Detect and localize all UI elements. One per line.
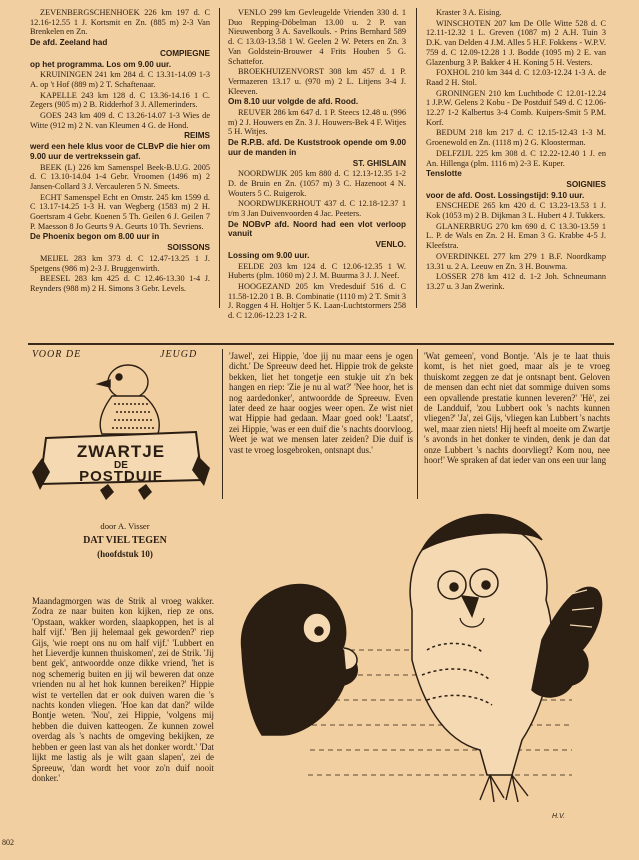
logo-word-de: DE <box>114 460 128 471</box>
grandpa-pigeon-icon <box>410 522 552 775</box>
section-heading: werd een hele klus voor de CLBvP die hier om 9.00 uur de vertrekssein gaf. <box>30 142 210 161</box>
artist-signature: H.V. <box>552 813 566 820</box>
result-paragraph: BEEK (L) 226 km Samenspel Beek-B.U.G. 2005 d. C 13.10-14.04 1-4 Gebr. Vroomen (1496 m) 2 Jansen-Collard 3 J. Vercauleren 5 N. Smeets. <box>30 162 210 191</box>
story-column-3 <box>424 351 610 465</box>
result-paragraph: BEDUM 218 km 217 d. C 12.15-12.43 1-3 M. Groenewold en Zn. (1118 m) 2 G. Kloosterman. <box>426 128 606 148</box>
section-heading: De NOBvP afd. Noord had een vlot verloop vanuit <box>228 219 406 239</box>
result-paragraph: DELFZIJL 225 km 308 d. C 12.22-12.40 1 J. en An. Hillenga (plm. 1116 m) 2-3 E. Kuper. <box>426 148 606 168</box>
result-paragraph: VENLO 299 km Gevleugelde Vrienden 330 d. 1 Duo Repping-Döbelman 13.00 u. 2 P. van Nieuwenborg 3 A. Savelkouls. - Prins Bernhard 589 d. C 13.03-13.58 1 W. Geelen 2 W. Peters en Zn. 3 Van Goldstein-Brouwer 4 Frits Houben 5 G. Schattefor. <box>228 8 406 66</box>
byline: door A. Visser <box>100 521 150 531</box>
result-paragraph: BROEKHUIZENVORST 308 km 457 d. 1 P. Vermazeren 13.17 u. (970 m) 2 L. Litjens 3-4 J. Kleeven. <box>228 67 406 96</box>
result-paragraph: ENSCHEDE 265 km 420 d. C 13.23-13.53 1 J. Kok (1053 m) 2 B. Dijkman 3 L. Hubert 4 J. Tukkers. <box>426 201 606 221</box>
section-label-jeugd: JEUGD <box>160 349 198 360</box>
zwartje-de-postduif-logo <box>28 360 214 512</box>
story-column-1 <box>32 596 214 783</box>
section-heading: Om 8.10 uur volgde de afd. Rood. <box>228 97 359 107</box>
section-heading: VENLO. <box>375 240 406 250</box>
results-column-3 <box>426 8 606 293</box>
results-column-2 <box>228 8 406 322</box>
column-divider <box>219 8 220 308</box>
story-text: 'Jawel', zei Hippie, 'doe jij nu maar eens je ogen dicht.' De Spreeuw deed het. Hippie trok de gekste bekken, liet het tongetje een stukje uit z'n bek hangen en riep: 'Zie je nu al wat?' 'Nee hoor, het is nog aardedonker', antwoordde de Spreeuw. Even later deed ze haar oogjes weer open. Ze wist niet wat Hippie had gedaan. Maar goed ook! 'Laatst', zei Hippie, 'was er een duif die 's nachts doorvloog. Weet je wat we mensen later zeiden? Die duif is vast te vroeg losgebroken, ontsnapt dus.' <box>229 351 413 455</box>
section-label-voor-de: VOOR DE <box>32 349 82 360</box>
section-heading: Tenslotte <box>426 169 462 179</box>
pigeon-icon <box>98 365 159 434</box>
dark-pigeon-icon <box>242 584 358 735</box>
chapter-label: (hoofdstuk 10) <box>97 549 153 559</box>
section-heading: Lossing om 9.00 uur. <box>228 250 310 260</box>
story-text: Maandagmorgen was de Strik al vroeg wakker. Zodra ze naar buiten kon kijken, riep ze ons. 'Opstaan, wakker worden, slaapkoppen, het is al half vijf.' 'Ben jij helemaal gek geworden?' riep Gijs, 'wie roept ons nu om half vijf.' 'Lubbert en het Lieverdje kunnen thuiskomen', zei de Strik. 'Jij bent gek', antwoordde onze dikke vriend, 'het is nog schemerig buiten en jij wil beweren dat onze vrienden nu al het hok kunnen bereiken?' Hippie wist te vertellen dat er ook duiven waren die 's nachts konden vliegen. 'Hoe kan dat dan?' wilde Bontje weten. 'Nou', zei Hippie, 'volgens mij hebben die duiven katteogen. Ze kunnen zowel overdag als 's nachts de omgeving bekijken, ze hebben er geen last van als het donker wordt.' 'Dat lijkt me lastig als je wilt gaan slapen', zei de Spreeuw, 'dan wordt het voor zo'n duif nooit donker.' <box>32 596 214 783</box>
page-number: 802 <box>2 838 14 847</box>
story-title: DAT VIEL TEGEN <box>83 535 167 546</box>
result-paragraph: KAPELLE 243 km 128 d. C 13.36-14.16 1 C. Zegers (905 m) 2 B. Ridderhof 3 J. Allemerinders. <box>30 90 210 110</box>
result-paragraph: BEESEL 283 km 425 d. C 12.46-13.30 1-4 J. Reynders (988 m) 2 H. Simons 3 Gebr. Levels. <box>30 274 210 293</box>
result-paragraph: LOSSER 278 km 412 d. 1-2 Joh. Schneumann 13.27 u. 3 Jan Zwerink. <box>426 272 606 291</box>
result-paragraph: ECHT Samenspel Echt en Omstr. 245 km 1599 d. C 13.17-14.25 1-3 H. van Wegberg (1583 m) 2 H. Goertsram 4 Gebr. Koenen 5 Th. Geilen 6 J. Geilen 7 P. Maesson 8 Jo Geurts 9 A. Geurts 10 Th. Sevriens. <box>30 192 210 231</box>
section-heading: De R.P.B. afd. De Kuststrook opende om 9.00 uur de manden in <box>228 138 406 157</box>
result-paragraph: EELDE 203 km 124 d. C 12.06-12.35 1 W. Huberts (plm. 1060 m) 2 J. M. Buurma 3 J. J. Neef. <box>228 261 406 281</box>
section-heading: De afd. Zeeland had <box>30 38 108 48</box>
section-heading: voor de afd. Oost. Lossingstijd: 9.10 uur. <box>426 190 585 200</box>
result-paragraph: OVERDINKEL 277 km 279 1 B.F. Noordkamp 13.31 u. 2 A. Leeuw en Zn. 3 H. Bouwma. <box>426 251 606 271</box>
section-heading: REIMS <box>184 131 210 141</box>
section-heading: op het programma. Los om 9.00 uur. <box>30 59 172 69</box>
section-heading: COMPIEGNE <box>159 48 210 58</box>
logo-word-postduif: POSTDUIF <box>79 468 163 485</box>
column-divider <box>222 349 223 499</box>
result-paragraph: NOORDWIJK 205 km 880 d. C 12.13-12.35 1-2 D. de Bruin en Zn. (1057 m) 3 C. Hazenoot 4 N. Wouters 5 C. Ruigerok. <box>228 169 406 198</box>
logo-word-zwartje: ZWARTJE <box>76 442 166 461</box>
section-heading: ST. GHISLAIN <box>352 158 406 168</box>
result-paragraph: NOORDWIJKERHOUT 437 d. C 12.18-12.37 1 t/m 3 Jan Duivenvoorden 4 Jac. Peeters. <box>228 199 406 219</box>
cartoon-illustration <box>222 500 622 830</box>
horizontal-rule <box>28 343 614 345</box>
story-column-2 <box>229 351 413 455</box>
result-paragraph: REUVER 286 km 647 d. 1 P. Steecs 12.48 u. (996 m) 2 J. Houwers en Zn. 3 J. Houwers-Bek 4 F. Witjes 5 H. Witjes. <box>228 108 406 137</box>
result-paragraph: GLANERBRUG 270 km 690 d. C 13.30-13.59 1 L. P. de Wals en Zn. 2 H. Eman 3 G. Krabbe 4-5 J. Kleefstra. <box>426 221 606 251</box>
result-paragraph: WINSCHOTEN 207 km De Olle Witte 528 d. C 12.11-12.32 1 L. Greven (1087 m) 2 A.H. Tuin 3 D.K. van Delden 4 J.M. Alles 5 H.F. Fokkens - W.P.V. 759 d. C 12.09-12.28 1 J. Bodde (1095 m) 2 E. van Glazenburg 3 P. Bakker 4 H. Koning 5 H. Vesters. <box>426 18 606 67</box>
result-paragraph: MEIJEL 283 km 373 d. C 12.47-13.25 1 J. Spetgens (986 m) 2-3 J. Bruggenwirth. <box>30 253 210 273</box>
results-column-1 <box>30 8 210 295</box>
column-divider <box>416 8 417 308</box>
result-paragraph: KRUININGEN 241 km 284 d. C 13.31-14.09 1-3 A. op 't Hof (889 m) 2 T. Schaftenaar. <box>30 70 210 89</box>
story-text: 'Wat gemeen', vond Bontje. 'Als je te laat thuis komt, is het niet goed, maar als je te vroeg thuiskomt zeggen ze dat je ontsnapt bent. Geloven de mensen dan echt niet dat sommige duiven soms een opvallende prestatie kunnen leveren?' 'Hè', zei de Landduif, 'zou Lubbert ook 's nachts kunnen vliegen?' 'Ja', zei Gijs, 'vliegen kan Lubbert 's nachts wel, maar zien niets! Hij heeft al moeite om Zwartje 's avonds in het donker te vinden, denk je dan dat onze Lubbert 's nachts doorvliegt? Kom nou, nee hoor!' We spraken af dat ieder van ons een uur lang <box>424 351 610 466</box>
result-paragraph: HOOGEZAND 205 km Vredesduif 516 d. C 11.58-12.20 1 B. B. Combinatie (1110 m) 2 T. Smit 3 J. Roggen 4 H. Holtjer 5 K. Laan-Luchtstormers 258 d. C 12.06-12.23 1-2 R. <box>228 281 406 321</box>
section-heading: SOISSONS <box>167 243 210 253</box>
result-paragraph: ZEVENBERGSCHENHOEK 226 km 197 d. C 12.16-12.55 1 J. Kortsmit en Zn. (885 m) 2-3 Van Brenkelen en Zn. <box>30 8 210 37</box>
section-heading: SOIGNIES <box>566 179 606 189</box>
result-paragraph: GOES 243 km 409 d. C 13.26-14.07 1-3 Wies de Witte (912 m) 2 N. van Kleumen 4 G. de Hond. <box>30 111 210 130</box>
result-paragraph: FOXHOL 210 km 344 d. C 12.03-12.24 1-3 A. de Raad 2 H. Stol. <box>426 68 606 87</box>
result-paragraph: Kraster 3 A. Eising. <box>436 8 502 17</box>
column-divider <box>417 349 418 499</box>
section-heading: De Phoenix begon om 8.00 uur in <box>30 232 160 242</box>
result-paragraph: GRONINGEN 210 km Luchtbode C 12.01-12.24 1 J.P.W. Gelens 2 Kobu - De Postduif 549 d. C 12.06-12.27 1-2 Kalbertus 3-4 Comb. Kuipers-Smit 5 P.M. Korf. <box>426 88 606 127</box>
